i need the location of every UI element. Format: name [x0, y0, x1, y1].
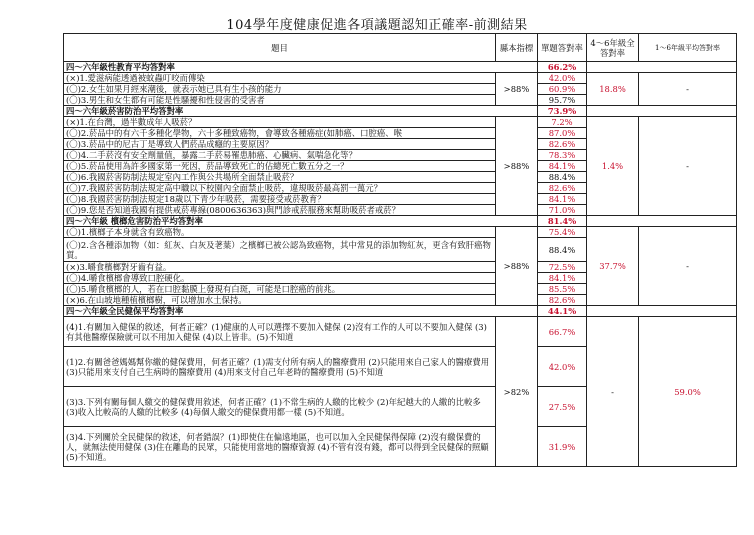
all-correct-rate: - — [587, 317, 639, 467]
question-text: (〇)3.菸品中的尼古丁是導致人們菸品成癮的主要原因？ — [64, 139, 496, 150]
all-correct-rate: 37.7% — [587, 227, 639, 306]
overall-rate: - — [639, 117, 737, 216]
question-rate: 72.5% — [538, 262, 587, 273]
section-title: 四～六年級性教育平均答對率 — [64, 62, 538, 73]
question-row — [64, 73, 737, 84]
section-average: 44.1% — [538, 306, 587, 317]
question-text: (3)4.下列關於全民健保的敘述，何者錯誤？(1)即使住在偏遠地區，也可以加入全民健保得保障 (2)沒有繳保費的人，就無法使用健保 (3)住在離島的民眾，只能使用當地的醫療資源 (4)不管有沒有錢，都可以得到全民健保的照顧 (5)不知道。 — [64, 427, 496, 467]
question-rate: 27.5% — [538, 387, 587, 427]
section-title: 四～六年級菸害防治平均答對率 — [64, 106, 538, 117]
question-text: (〇)1.檳榔子本身就含有致癌物。 — [64, 227, 496, 238]
header-single-rate: 單題答對率 — [538, 34, 587, 62]
section-average: 73.9% — [538, 106, 587, 117]
question-rate: 75.4% — [538, 227, 587, 238]
header-grade16-avg: 1～6年級平均答對率 — [639, 34, 737, 62]
question-rate: 71.0% — [538, 205, 587, 216]
header-row — [64, 34, 737, 62]
overall-rate: 59.0% — [639, 317, 737, 467]
header-grade46-all-correct: 4～6年級全答對率 — [587, 34, 639, 62]
question-rate: 7.2% — [538, 117, 587, 128]
question-text: (〇)5.菸品使用為許多國家第一死因，菸品導致死亡的佔總死亡數五分之一？ — [64, 161, 496, 172]
overall-rate: - — [639, 73, 737, 106]
question-text: (〇)5.嚼食檳榔的人，若在口腔黏膜上發現有白斑，可能是口腔癌的前兆。 — [64, 284, 496, 295]
section-row — [64, 216, 737, 227]
baseline-value: >88% — [496, 73, 538, 106]
question-rate: 88.4% — [538, 172, 587, 183]
question-rate: 82.6% — [538, 295, 587, 306]
question-rate: 60.9% — [538, 84, 587, 95]
results-table — [63, 33, 737, 467]
question-text: (×)6.在山坡地種植檳榔樹，可以增加水土保持。 — [64, 295, 496, 306]
question-rate: 85.5% — [538, 284, 587, 295]
question-text: (〇)4.嚼食檳榔會導致口腔硬化。 — [64, 273, 496, 284]
question-text: (〇)2.菸品中的有六千多種化學物，六十多種致癌物，會導致各種癌症(如肺癌、口腔癌、喉 — [64, 128, 496, 139]
baseline-value: >82% — [496, 317, 538, 467]
question-text: (4)1.有關加入健保的敘述，何者正確？(1)健康的人可以選擇不要加入健保 (2)沒有工作的人可以不要加入健保 (3)有其他醫療保險就可以不用加入健保 (4)以上皆非。(5)不知道 — [64, 317, 496, 347]
question-text: (〇)6.我國菸害防制法規定室內工作與公共場所全面禁止吸菸？ — [64, 172, 496, 183]
section-row — [64, 306, 737, 317]
section-title: 四～六年級 檳榔危害防治平均答對率 — [64, 216, 538, 227]
question-rate: 82.6% — [538, 139, 587, 150]
header-topic: 題目 — [64, 34, 496, 62]
document-title: 104學年度健康促進各項議題認知正確率-前測結果 — [226, 18, 528, 33]
question-text: (〇)2.含各種添加物（如：紅灰、白灰及荖葉）之檳榔已被公認為致癌物，其中常見的添加物紅灰，更含有致肝癌物質。 — [64, 238, 496, 262]
question-text: (〇)2.女生如果月經來潮後，就表示她已具有生小孩的能力 — [64, 84, 496, 95]
question-row — [64, 227, 737, 238]
section-average: 66.2% — [538, 62, 587, 73]
question-rate: 95.7% — [538, 95, 587, 106]
header-baseline: 縣本指標 — [496, 34, 538, 62]
question-text: (〇)3.男生和女生都有可能是性騷擾和性侵害的受害者 — [64, 95, 496, 106]
question-rate: 78.3% — [538, 150, 587, 161]
section-average: 81.4% — [538, 216, 587, 227]
baseline-value: >88% — [496, 117, 538, 216]
question-rate: 84.1% — [538, 273, 587, 284]
question-text: (×)1.在台灣，過半數成年人吸菸？ — [64, 117, 496, 128]
question-text: (×)1.愛滋病能透過被蚊蟲叮咬而傳染 — [64, 73, 496, 84]
all-correct-rate: 18.8% — [587, 73, 639, 106]
question-rate: 84.1% — [538, 161, 587, 172]
question-text: (〇)7.我國菸害防制法規定高中職以下校園內全面禁止吸菸，違規吸菸最高罰一萬元？ — [64, 183, 496, 194]
question-rate: 84.1% — [538, 194, 587, 205]
question-row — [64, 317, 737, 347]
question-text: (1)2.有關爸爸媽媽幫你繳的健保費用，何者正確？(1)需支付所有病人的醫療費用 (2)只能用來自己家人的醫療費用 (3)只能用來支付自己生病時的醫療費用 (4)用來支付自己年老時的醫療費用 (5)不知道 — [64, 347, 496, 387]
section-row — [64, 62, 737, 73]
question-rate: 88.4% — [538, 238, 587, 262]
question-text: (3)3.下列有關每個人繳交的健保費用敘述，何者正確？(1)不常生病的人繳的比較少 (2)年紀越大的人繳的比較多 (3)收入比較高的人繳的比較多 (4)每個人繳交的健保費用都一樣 (5)不知道。 — [64, 387, 496, 427]
question-rate: 82.6% — [538, 183, 587, 194]
question-rate: 66.7% — [538, 317, 587, 347]
question-rate: 42.0% — [538, 347, 587, 387]
section-title: 四～六年級全民健保平均答對率 — [64, 306, 538, 317]
question-row — [64, 117, 737, 128]
question-text: (×)3.嚼食檳榔對牙齒有益。 — [64, 262, 496, 273]
question-rate: 31.9% — [538, 427, 587, 467]
question-rate: 87.0% — [538, 128, 587, 139]
question-text: (〇)4.二手菸沒有安全劑量值，暴露二手菸易罹患肺癌、心臟病、氣喘急化等？ — [64, 150, 496, 161]
all-correct-rate: 1.4% — [587, 117, 639, 216]
question-rate: 42.0% — [538, 73, 587, 84]
question-text: (〇)8.我國菸害防制法規定18歲以下青少年吸菸，需要接受戒菸教育？ — [64, 194, 496, 205]
question-text: (〇)9.您是否知道我國有提供戒菸專線(0800636363)與門診戒菸服務來幫助吸菸者戒菸？ — [64, 205, 496, 216]
overall-rate: - — [639, 227, 737, 306]
section-row — [64, 106, 737, 117]
baseline-value: >88% — [496, 227, 538, 306]
